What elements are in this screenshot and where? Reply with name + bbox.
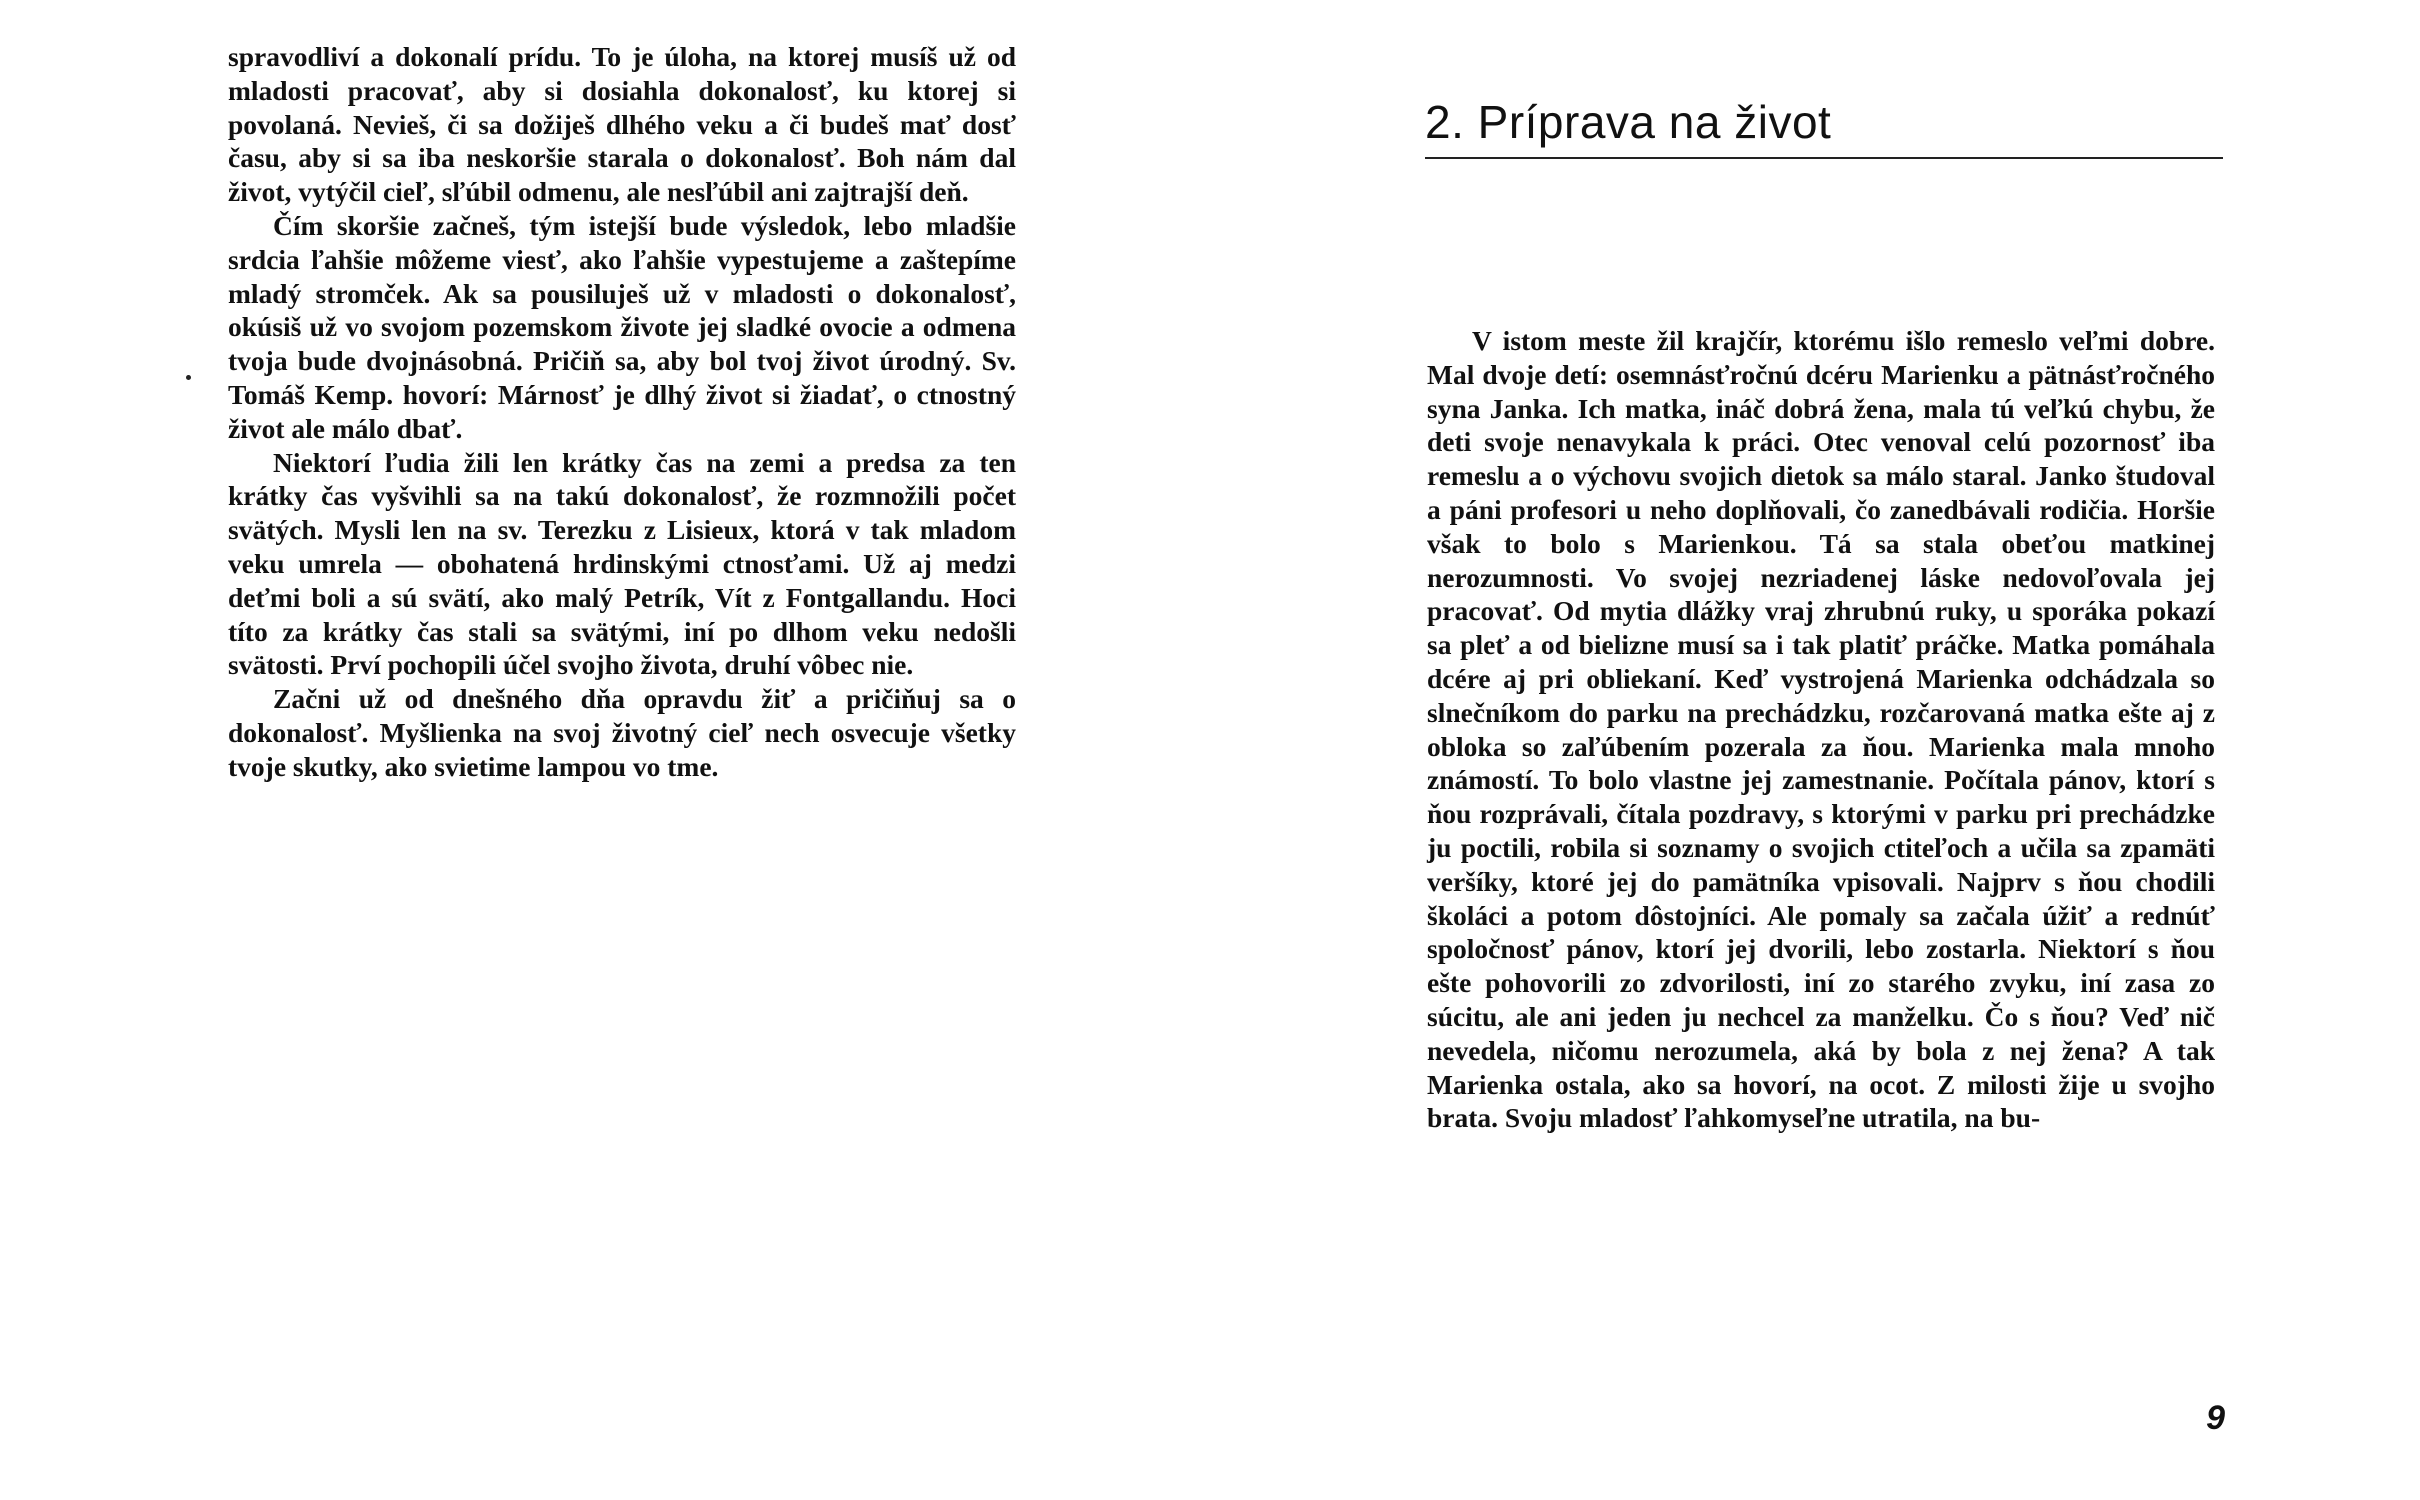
right-page-text	[1427, 324, 2215, 1135]
left-page-text	[228, 40, 1016, 784]
left-paragraph-1: spravodliví a dokonalí prídu. To je úloha, na ktorej musíš už od mladosti pracovať, aby si dosiahla dokonalosť, ku ktorej si povolaná. Nevieš, či sa dožiješ dlhého veku a či budeš mať dosť času, aby si sa iba neskoršie starala o dokonalosť. Boh nám dal život, vytýčil cieľ, sľúbil odmenu, ale nesľúbil ani zajtrajší deň.	[228, 41, 1016, 208]
page-number: 9	[2206, 1399, 2225, 1437]
right-paragraph-1: V istom meste žil krajčír, ktorému išlo remeslo veľmi dobre. Mal dvoje detí: osemnásťročnú dcéru Marienku a pätnásťročného syna Janka. Ich matka, ináč dobrá žena, mala tú veľkú chybu, že deti svoje nenavykala k práci. Otec venoval celú pozornosť iba remeslu a o výchovu svojich dietok sa málo staral. Janko študoval a páni profesori u neho doplňovali, čo zanedbávali rodičia. Horšie však to bolo s Marienkou. Tá sa stala obeťou matkinej nerozumnosti. Vo svojej nezriadenej láske nedovoľovala jej pracovať. Od mytia dlážky vraj zhrubnú ruky, u sporáka pokazí sa pleť a od bielizne musí sa i tak platiť práčke. Matka pomáhala dcére aj pri obliekaní. Keď vystrojená Marienka odchádzala so slnečníkom do parku na prechádzku, rozčarovaná matka ešte aj z obloka so zaľúbením pozerala za ňou. Marienka mala mnoho známostí. To bolo vlastne jej zamestnanie. Počítala pánov, ktorí s ňou rozprávali, čítala pozdravy, s ktorými v parku pri prechádzke ju poctili, robila si soznamy o svojich ctiteľoch a učila sa zpamäti veršíky, ktoré jej do pamätníka vpisovali. Najprv s ňou chodili školáci a potom dôstojníci. Ale pomaly sa začala úžiť a rednúť spoločnosť pánov, ktorí jej dvorili, lebo zostarla. Niektorí s ňou ešte pohovorili zo zdvorilosti, iní zo starého zvyku, iní zasa zo súcitu, ale ani jeden ju nechcel za manželku. Čo s ňou? Veď nič nevedela, ničomu nerozumela, aká by bola z nej žena? A tak Marienka ostala, ako sa hovorí, na ocot. Z milosti žije u svojho brata. Svoju mladosť ľahkomyseľne utratila, na bu-	[1427, 325, 2215, 1134]
chapter-title-rule	[1425, 157, 2223, 159]
left-paragraph-4: Začni už od dnešného dňa opravdu žiť a pričiňuj sa o dokonalosť. Myšlienka na svoj životný cieľ nech osvecuje všetky tvoje skutky, ako svietime lampou vo tme.	[228, 683, 1016, 782]
right-page	[1210, 0, 2420, 1500]
chapter-title: 2. Príprava na život	[1425, 96, 1832, 148]
left-paragraph-3: Niektorí ľudia žili len krátky čas na zemi a predsa za ten krátky čas vyšvihli sa na takú dokonalosť, že rozmnožili počet svätých. Mysli len na sv. Terezku z Lisieux, ktorá v tak mladom veku umrela — obohatená hrdinskými ctnosťami. Už aj medzi deťmi boli a sú svätí, ako malý Petrík, Vít z Fontgallandu. Hoci títo za krátky čas stali sa svätými, iní po dlhom veku nedošli svätosti. Prví pochopili účel svojho života, druhí vôbec nie.	[228, 446, 1016, 681]
stray-ink-dot	[186, 375, 191, 380]
left-paragraph-2: Čím skoršie začneš, tým istejší bude výsledok, lebo mladšie srdcia ľahšie môžeme viesť, ako ľahšie vypestujeme a zaštepíme mladý stromček. Ak sa pousiluješ už v mladosti o dokonalosť, okúsiš už vo svojom pozemskom živote jej sladké ovocie a odmena tvoja bude dvojnásobná. Pričiň sa, aby bol tvoj život úrodný. Sv. Tomáš Kemp. hovorí: Márnosť je dlhý život si žiadať, o ctnostný život ale málo dbať.	[228, 209, 1016, 444]
